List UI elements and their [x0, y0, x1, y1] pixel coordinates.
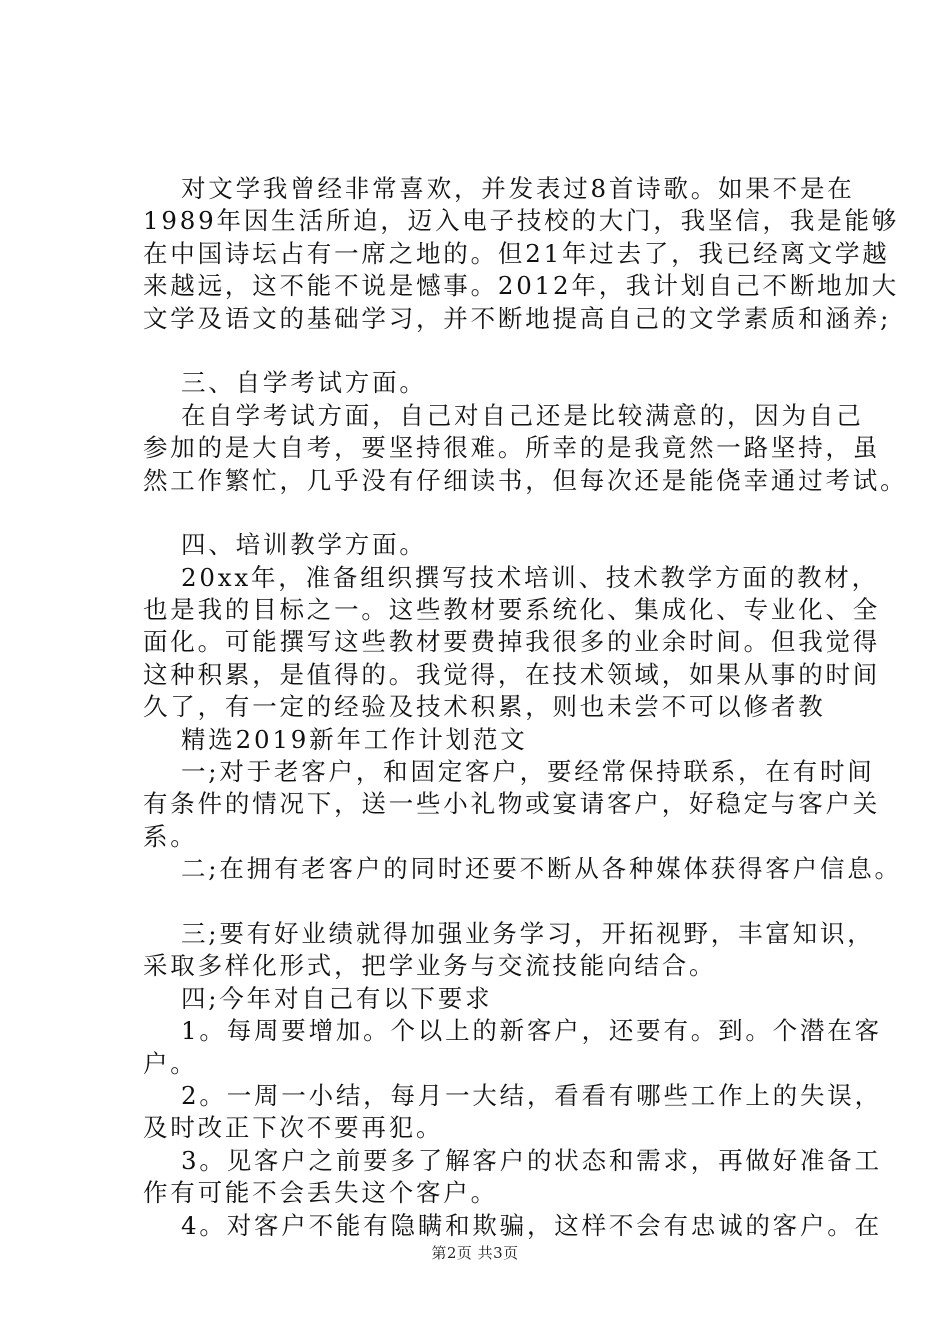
page-number: 第2页 共3页	[431, 1244, 519, 1262]
paragraph-gap	[143, 886, 843, 918]
paragraph-line: 一;对于老客户，和固定客户，要经常保持联系，在有时间	[181, 757, 875, 787]
paragraph-line: 参加的是大自考，要坚持很难。所幸的是我竟然一路坚持，虽	[143, 433, 881, 463]
paragraph-line: 1989年因生活所迫，迈入电子技校的大门，我坚信，我是能够	[143, 206, 900, 236]
paragraph-line: 在中国诗坛占有一席之地的。但21年过去了，我已经离文学越	[143, 238, 890, 268]
paragraph-line: 然工作繁忙，几乎没有仔细读书，但每次还是能侥幸通过考试。	[143, 465, 908, 495]
paragraph-line: 4。对客户不能有隐瞒和欺骗，这样不会有忠诚的客户。在	[181, 1210, 882, 1240]
paragraph-line: 作有可能不会丢失这个客户。	[143, 1178, 498, 1208]
paragraph-line: 三;要有好业绩就得加强业务学习，开拓视野，丰富知识，	[181, 918, 875, 948]
paragraph-line: 文学及语文的基础学习，并不断地提高自己的文学素质和涵养;	[143, 303, 892, 333]
section-heading: 四、培训教学方面。	[181, 530, 427, 560]
paragraph-line: 户。	[143, 1048, 198, 1078]
paragraph-line: 这种积累，是值得的。我觉得，在技术领域，如果从事的时间	[143, 659, 881, 689]
paragraph-line: 面化。可能撰写这些教材要费掉我很多的业余时间。但我觉得	[143, 627, 881, 657]
document-body	[143, 173, 908, 1242]
paragraph-line: 2。一周一小结，每月一大结，看看有哪些工作上的失误，	[181, 1080, 882, 1110]
section-heading: 三、自学考试方面。	[181, 368, 427, 398]
paragraph-line: 四;今年对自己有以下要求	[181, 983, 493, 1013]
paragraph-line: 也是我的目标之一。这些教材要系统化、集成化、专业化、全	[143, 595, 881, 625]
paragraph-line: 来越远，这不能不说是憾事。2012年，我计划自己不断地加大	[143, 271, 900, 301]
article-title: 精选2019新年工作计划范文	[181, 724, 528, 754]
paragraph-line: 3。见客户之前要多了解客户的状态和需求，再做好准备工	[181, 1145, 882, 1175]
paragraph-line: 20xx年，准备组织撰写技术培训、技术教学方面的教材，	[181, 562, 879, 592]
page-footer	[0, 1242, 950, 1263]
paragraph-line: 在自学考试方面，自己对自己还是比较满意的，因为自己	[181, 400, 864, 430]
paragraph-line: 1。每周要增加。个以上的新客户，还要有。到。个潜在客	[181, 1016, 882, 1046]
paragraph-line: 系。	[143, 821, 198, 851]
paragraph-line: 二;在拥有老客户的同时还要不断从各种媒体获得客户信息。	[181, 854, 902, 884]
paragraph-gap	[143, 497, 843, 529]
paragraph-line: 对文学我曾经非常喜欢，并发表过8首诗歌。如果不是在	[181, 174, 855, 203]
paragraph-gap	[143, 335, 843, 367]
paragraph-line: 久了，有一定的经验及技术积累，则也未尝不可以修者教	[143, 692, 826, 722]
paragraph-line: 采取多样化形式，把学业务与交流技能向结合。	[143, 951, 717, 981]
paragraph-line: 及时改正下次不要再犯。	[143, 1113, 444, 1143]
paragraph-line: 有条件的情况下，送一些小礼物或宴请客户，好稳定与客户关	[143, 789, 881, 819]
